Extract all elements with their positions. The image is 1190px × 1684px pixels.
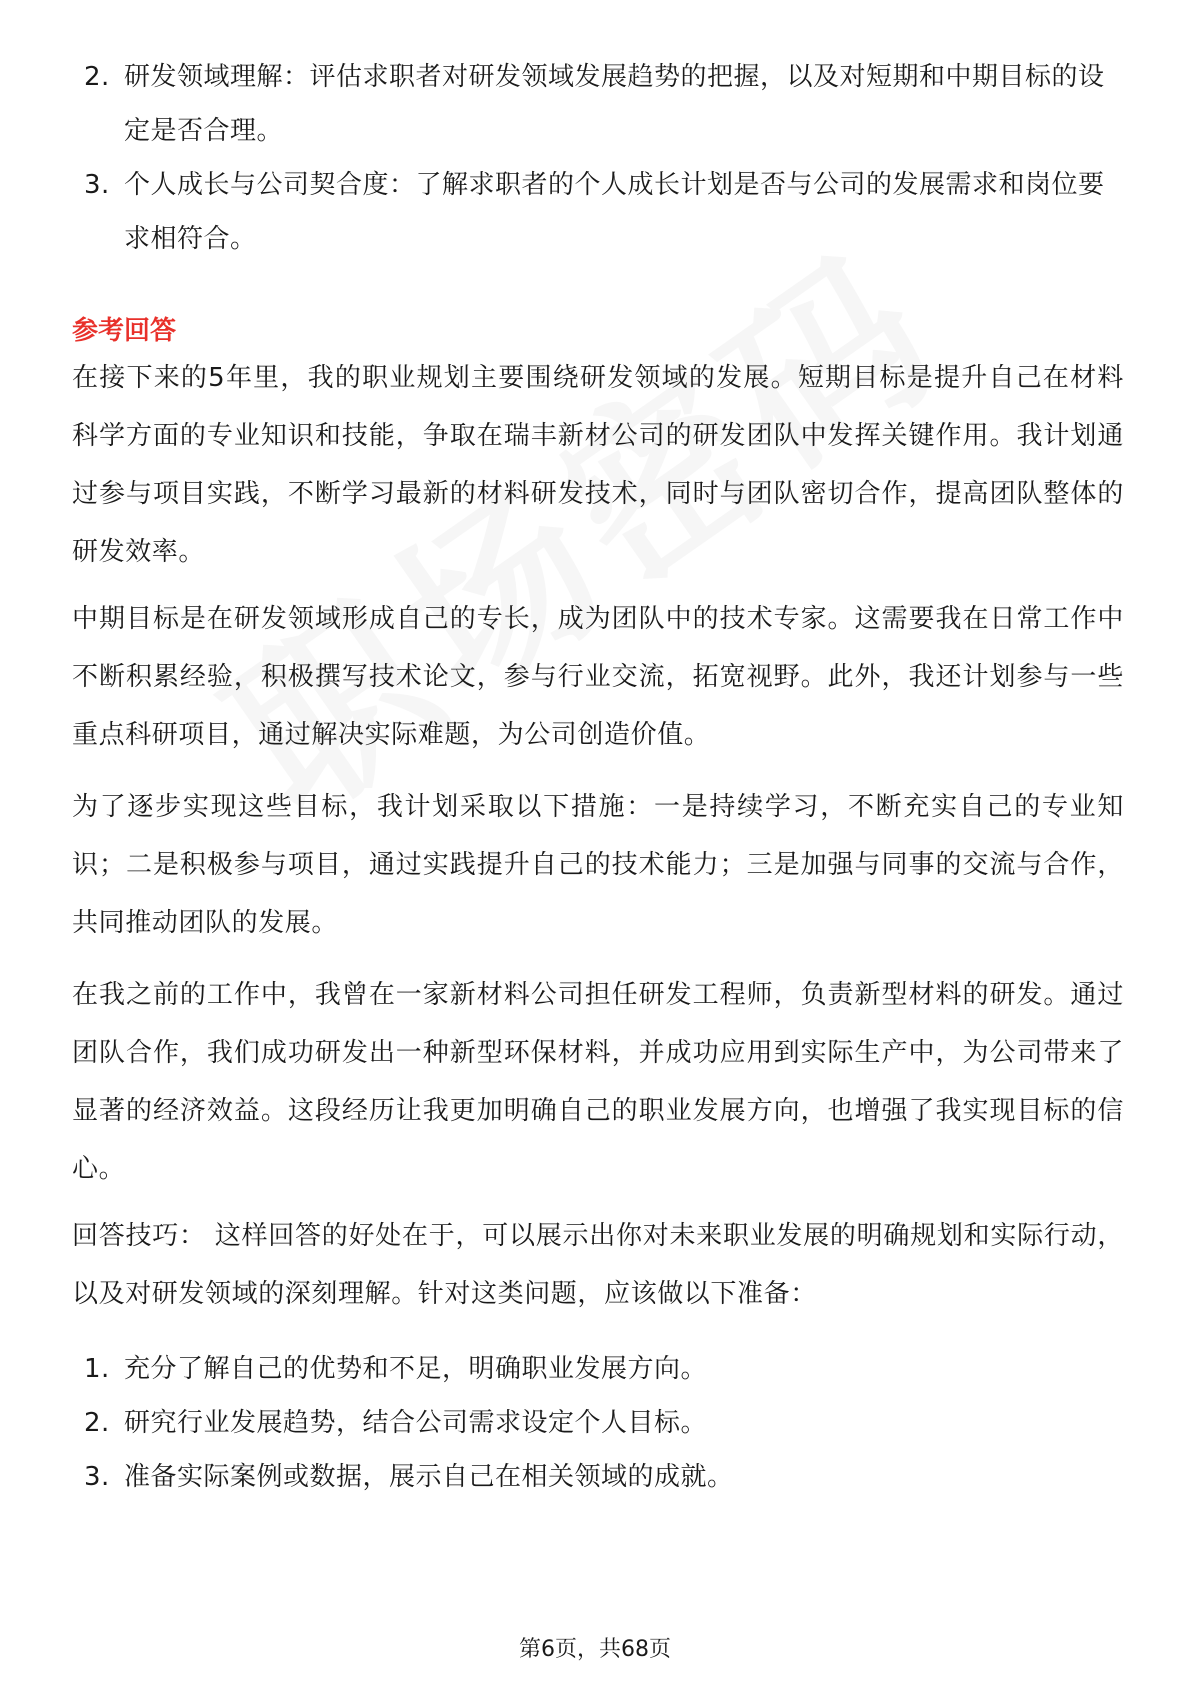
- list-number: 1.: [84, 1354, 110, 1384]
- list-number: 2.: [84, 1408, 110, 1438]
- tips-paragraph: 回答技巧： 这样回答的好处在于，可以展示出你对未来职业发展的明确规划和实际行动，以及对研发领域的深刻理解。针对这类问题，应该做以下准备：: [72, 1221, 1124, 1309]
- list-item: [72, 1450, 1122, 1504]
- preparation-list: [72, 1342, 1122, 1504]
- answer-paragraph: 为了逐步实现这些目标，我计划采取以下措施：一是持续学习，不断充实自己的专业知识；二是积极参与项目，通过实践提升自己的技术能力；三是加强与同事的交流与合作，共同推动团队的发展。: [72, 792, 1124, 938]
- list-item: [72, 50, 1122, 158]
- page-number: 第6页，共68页: [519, 1637, 671, 1662]
- list-item-text: 研发领域理解：评估求职者对研发领域发展趋势的把握，以及对短期和中期目标的设定是否合理。: [124, 62, 1105, 146]
- list-number: 3.: [84, 1462, 110, 1492]
- section-heading: 参考回答: [72, 316, 177, 346]
- list-number: 3.: [84, 170, 110, 200]
- evaluation-points-list: [72, 50, 1122, 266]
- list-item: [72, 1342, 1122, 1396]
- answer-paragraph: 在接下来的5年里，我的职业规划主要围绕研发领域的发展。短期目标是提升自己在材料科学方面的专业知识和技能，争取在瑞丰新材公司的研发团队中发挥关键作用。我计划通过参与项目实践，不断学习最新的材料研发技术，同时与团队密切合作，提高团队整体的研发效率。: [72, 363, 1124, 567]
- list-number: 2.: [84, 62, 110, 92]
- list-item: [72, 158, 1122, 266]
- answer-paragraph: 在我之前的工作中，我曾在一家新材料公司担任研发工程师，负责新型材料的研发。通过团队合作，我们成功研发出一种新型环保材料，并成功应用到实际生产中，为公司带来了显著的经济效益。这段经历让我更加明确自己的职业发展方向，也增强了我实现目标的信心。: [72, 980, 1124, 1184]
- list-item-text: 充分了解自己的优势和不足，明确职业发展方向。: [124, 1354, 708, 1384]
- list-item-text: 研究行业发展趋势，结合公司需求设定个人目标。: [124, 1408, 708, 1438]
- list-item-text: 个人成长与公司契合度：了解求职者的个人成长计划是否与公司的发展需求和岗位要求相符合。: [124, 170, 1105, 254]
- list-item: [72, 1396, 1122, 1450]
- answer-paragraph: 中期目标是在研发领域形成自己的专长，成为团队中的技术专家。这需要我在日常工作中不断积累经验，积极撰写技术论文，参与行业交流，拓宽视野。此外，我还计划参与一些重点科研项目，通过解决实际难题，为公司创造价值。: [72, 604, 1124, 750]
- list-item-text: 准备实际案例或数据，展示自己在相关领域的成就。: [124, 1462, 734, 1492]
